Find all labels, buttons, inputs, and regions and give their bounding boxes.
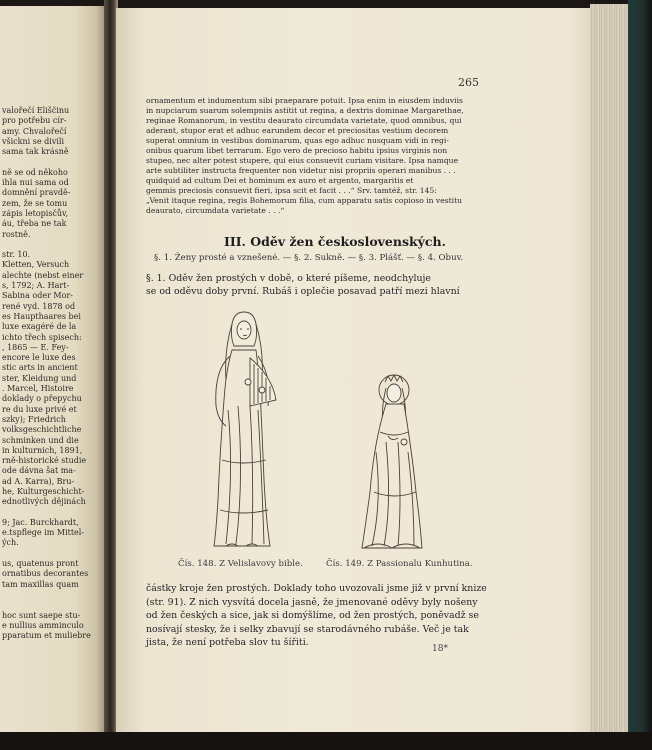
- paragraph-1-line: §. 1. Oděv žen prostých v době, o které píšeme, neodchyluje: [146, 273, 431, 284]
- left-page-line: pparatum et muliebre: [2, 631, 91, 641]
- latin-line: quidquid ad cultum Dei et hominum ex auro et argento, margaritis et: [146, 176, 414, 185]
- left-page-line: e.tspflege im Mittel-: [2, 528, 85, 538]
- left-page-line: doklady o přepychu: [2, 394, 82, 404]
- left-page: [0, 6, 106, 734]
- left-page-line: [2, 157, 106, 167]
- paragraph-2-line: částky kroje žen prostých. Doklady toho uvozovali jsme již v první knize: [146, 583, 487, 594]
- left-page-line: stic arts in ancient: [2, 363, 78, 373]
- page-number: 265: [458, 76, 479, 89]
- left-page-line: ých.: [2, 538, 19, 548]
- printer-signature: 18*: [432, 644, 448, 654]
- left-page-line: rně-historické studie: [2, 456, 87, 466]
- left-page-line: volksgeschichtliche: [2, 425, 82, 435]
- left-page-line: szky); Friedrich: [2, 414, 66, 424]
- left-page-line: [2, 590, 106, 600]
- latin-line: „Venit itaque regina, regis Bohemorum filia, cum apparatu satis copioso in vestitu: [146, 196, 463, 205]
- latin-line: stupeo, nec alter potest stupere, qui eius consuevit curiam visitare. Ipsa namque: [146, 156, 459, 165]
- left-page-line: 9; Jac. Burckhardt,: [2, 517, 79, 527]
- left-page-line: schminken und die: [2, 435, 79, 445]
- left-page-line: he, Kulturgeschicht-: [2, 486, 85, 496]
- left-page-line: ornatibus decorantes: [2, 569, 89, 579]
- left-page-line: , 1865 — E. Fey-: [2, 342, 69, 352]
- latin-line: superat omnium in vestibus dominarum, quas ego adhuc nusquam vidi in regi-: [146, 136, 449, 145]
- latin-line: arte subtiliter instructa frequenter non videtur nisi propriis operari manibus . . .: [146, 166, 456, 175]
- left-page-line: str. 10.: [2, 250, 31, 260]
- left-page-text: [2, 106, 106, 641]
- left-page-line: áu, třeba ne tak: [2, 219, 67, 229]
- latin-line: reginae Romanorum, in vestitu deaurato circumdata varietate, quod omnibus, qui: [146, 116, 462, 125]
- paragraph-2-line: od žen českých a sice, jak si domýšlíme, od žen prostých, poněvadž se: [146, 610, 479, 621]
- latin-line: gemmis preciosis consuevit fieri, ipsa scit et facit . . .“ Srv. tamtéž, str. 145:: [146, 186, 437, 195]
- left-page-line: [2, 600, 106, 610]
- left-page-line: rostně.: [2, 229, 31, 239]
- latin-line: onibus quarum libet terrarum. Ego vero de precioso habitu ipsius virginis non: [146, 146, 448, 155]
- left-page-line: [2, 549, 106, 559]
- page-edges: [590, 4, 630, 734]
- latin-line: ornamentum et indumentum sibi praeparare potuit. Ipsa enim in eiusdem induviis: [146, 96, 463, 105]
- figure-149-caption: Čís. 149. Z Passionalu Kunhutina.: [326, 559, 473, 569]
- paragraph-2: [146, 582, 486, 650]
- left-page-line: [2, 240, 106, 250]
- left-page-line: ichto třech spisech:: [2, 332, 82, 342]
- left-page-line: ad A. Karra), Bru-: [2, 476, 75, 486]
- left-page-line: amy. Chvalořečí: [2, 126, 67, 136]
- left-page-line: všickni se divili: [2, 136, 65, 146]
- left-page-line: [2, 508, 106, 518]
- left-page-line: e nullius amminculo: [2, 620, 84, 630]
- left-page-line: valořečí Eliščinu: [2, 106, 70, 115]
- left-page-line: Kletten, Versuch: [2, 260, 70, 270]
- left-page-line: ednotlivých dějinách: [2, 497, 86, 507]
- latin-line: in nupciarum suarum solempniis astitit ut regina, a dextris dominae Margarethae,: [146, 106, 464, 115]
- left-page-line: encore le luxe des: [2, 353, 76, 363]
- paragraph-2-line: nosívají stesky, že i selky zbavují se starodávného rubáše. Več je tak: [146, 623, 469, 635]
- chapter-sections: §. 1. Ženy prosté a vznešené. — §. 2. Sukně. — §. 3. Plášť. — §. 4. Obuv.: [154, 253, 464, 263]
- left-page-line: domnění pravdě-: [2, 188, 71, 198]
- bottom-shadow: [0, 732, 652, 750]
- left-page-line: Sabina oder Mor-: [2, 291, 73, 301]
- left-page-line: hoc sunt saepe stu-: [2, 610, 81, 620]
- woman-harp-drawing: [206, 310, 280, 552]
- chapter-title: III. Oděv žen československých.: [224, 234, 446, 249]
- left-page-line: us, quatenus pront: [2, 559, 79, 569]
- left-page-line: alechte (nebst einer: [2, 270, 84, 280]
- left-page-line: re du luxe privé et: [2, 404, 77, 414]
- left-page-line: ster, Kleidung und: [2, 373, 77, 383]
- book-cover-edge: [628, 0, 652, 750]
- figure-148-caption: Čís. 148. Z Velislavovy bible.: [178, 559, 303, 569]
- left-page-line: ně se od někoho: [2, 167, 68, 177]
- figure-149-illustration: [358, 372, 426, 552]
- left-page-line: pro potřebu cír-: [2, 116, 67, 126]
- latin-line: deaurato, circumdata varietate . . .“: [146, 206, 285, 215]
- paragraph-2-line: (str. 91). Z nich vysvítá docela jasně, že jmenované oděvy byly nošeny: [146, 596, 478, 608]
- figure-148-illustration: [206, 310, 280, 552]
- paragraph-1-line: se od oděvu doby první. Rubáš i oplečie posavad patří mezi hlavní: [146, 286, 460, 297]
- left-page-line: luxe exagéré de la: [2, 322, 77, 332]
- left-page-line: s, 1792; A. Hart-: [2, 281, 70, 291]
- crowned-woman-drawing: [358, 372, 426, 552]
- left-page-line: zápis letopisčův,: [2, 208, 69, 218]
- paragraph-1: [146, 272, 486, 298]
- left-page-line: ihla nui sama od: [2, 178, 69, 188]
- left-page-line: zem, že se tomu: [2, 198, 68, 208]
- paragraph-2-line: jista, že není potřeba slov tu šířiti.: [146, 637, 309, 648]
- left-page-line: in kulturnich, 1891,: [2, 445, 83, 455]
- latin-quote-block: [146, 96, 486, 216]
- left-page-line: tam maxillas quam: [2, 579, 79, 589]
- latin-line: aderant, stupor erat et adhuc earundem decor et preciositas vestium decorem: [146, 126, 449, 135]
- left-page-line: . Marcel, Histoire: [2, 384, 74, 394]
- left-page-line: rené vyd. 1878 od: [2, 301, 76, 311]
- left-page-line: ode dávna šat ma-: [2, 466, 76, 476]
- left-page-line: sama tak krásně: [2, 147, 69, 157]
- left-page-line: es Haupthaares bei: [2, 311, 81, 321]
